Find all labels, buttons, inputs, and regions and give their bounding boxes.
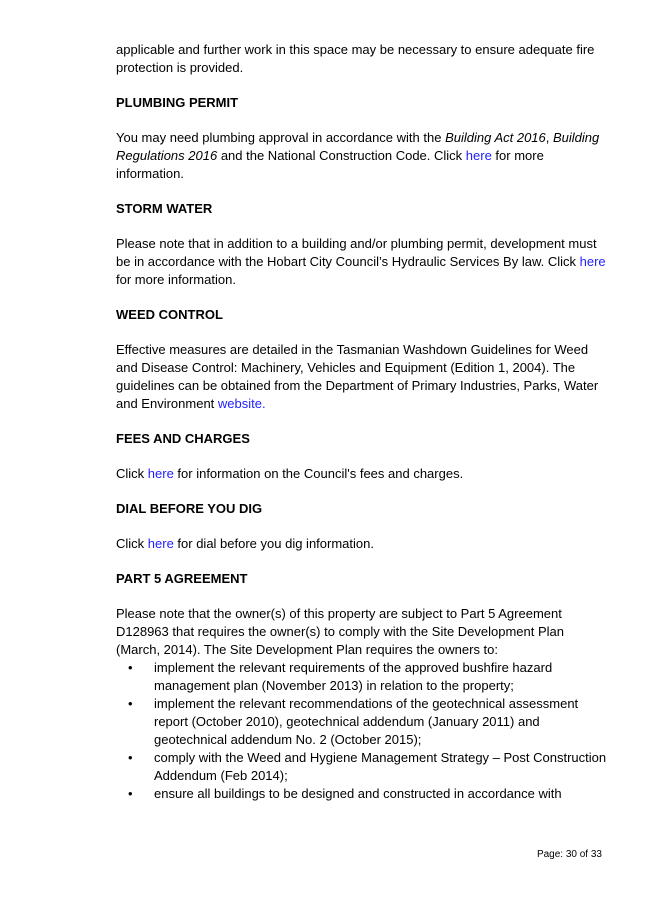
dial-before-you-dig-paragraph [116, 535, 608, 553]
list-item [116, 695, 608, 749]
bullet-icon: • [128, 696, 133, 711]
list-item-text: implement the relevant requirements of the approved bushfire hazard management plan (November 2013) in relation to the property; [154, 660, 553, 693]
list-item-text: ensure all buildings to be designed and constructed in accordance with [154, 786, 562, 801]
weed-control-heading: WEED CONTROL [116, 307, 223, 322]
bullet-icon: • [128, 660, 133, 675]
dial-here-link[interactable]: here [147, 536, 174, 551]
plumbing-text-1: You may need plumbing approval in accordance with the [116, 130, 446, 145]
fees-here-link[interactable]: here [147, 466, 174, 481]
plumbing-here-link[interactable]: here [465, 148, 492, 163]
list-item-text: implement the relevant recommendations of the geotechnical assessment report (October 2010), geotechnical addendum (January 2011) and geotechnical addendum No. 2 (October 2015); [154, 696, 579, 747]
bullet-icon: • [128, 750, 133, 765]
storm-water-paragraph [116, 235, 608, 289]
plumbing-text-3: and the National Construction Code. Click [217, 148, 466, 163]
weed-control-paragraph [116, 341, 608, 413]
part-5-requirements-list [116, 659, 608, 803]
building-regulations-title: Building Regulations 2016 [116, 130, 600, 163]
fees-charges-paragraph [116, 465, 608, 483]
fees-charges-heading: FEES AND CHARGES [116, 431, 250, 446]
list-item [116, 785, 608, 803]
plumbing-text-2: , [545, 130, 553, 145]
storm-water-here-link[interactable]: here [579, 254, 606, 269]
plumbing-text-4: for more information. [116, 148, 544, 181]
plumbing-permit-heading: PLUMBING PERMIT [116, 95, 239, 110]
dial-text-1: Click [116, 536, 148, 551]
dial-before-you-dig-heading: DIAL BEFORE YOU DIG [116, 501, 263, 516]
intro-paragraph: applicable and further work in this space may be necessary to ensure adequate fire protection is provided. [116, 42, 595, 75]
document-page [116, 41, 608, 803]
part-5-agreement-heading: PART 5 AGREEMENT [116, 571, 248, 586]
plumbing-permit-paragraph [116, 129, 608, 183]
building-act-title: Building Act 2016 [445, 130, 546, 145]
storm-water-heading: STORM WATER [116, 201, 213, 216]
list-item [116, 659, 608, 695]
bullet-icon: • [128, 786, 133, 801]
storm-text-2: for more information. [116, 272, 236, 287]
part-5-agreement-paragraph: Please note that the owner(s) of this property are subject to Part 5 Agreement D128963 that requires the owner(s) to comply with the Site Development Plan (March, 2014). The Site Development Plan requires the owners to: [116, 606, 565, 657]
fees-text-2: for information on the Council's fees and charges. [173, 466, 464, 481]
list-item [116, 749, 608, 785]
page-number: Page: 30 of 33 [536, 849, 602, 860]
weed-website-link[interactable]: website. [217, 396, 266, 411]
fees-text-1: Click [116, 466, 148, 481]
list-item-text: comply with the Weed and Hygiene Management Strategy – Post Construction Addendum (Feb 2014); [154, 750, 607, 783]
dial-text-2: for dial before you dig information. [173, 536, 374, 551]
weed-text-1: Effective measures are detailed in the Tasmanian Washdown Guidelines for Weed and Disease Control: Machinery, Vehicles and Equipment (Edition 1, 2004). The guidelines can be obtained from the Department of Primary Industries, Parks, Water and Environment [116, 342, 599, 411]
storm-text-1: Please note that in addition to a building and/or plumbing permit, development must be in accordance with the Hobart City Council’s Hydraulic Services By law. Click [116, 236, 597, 269]
